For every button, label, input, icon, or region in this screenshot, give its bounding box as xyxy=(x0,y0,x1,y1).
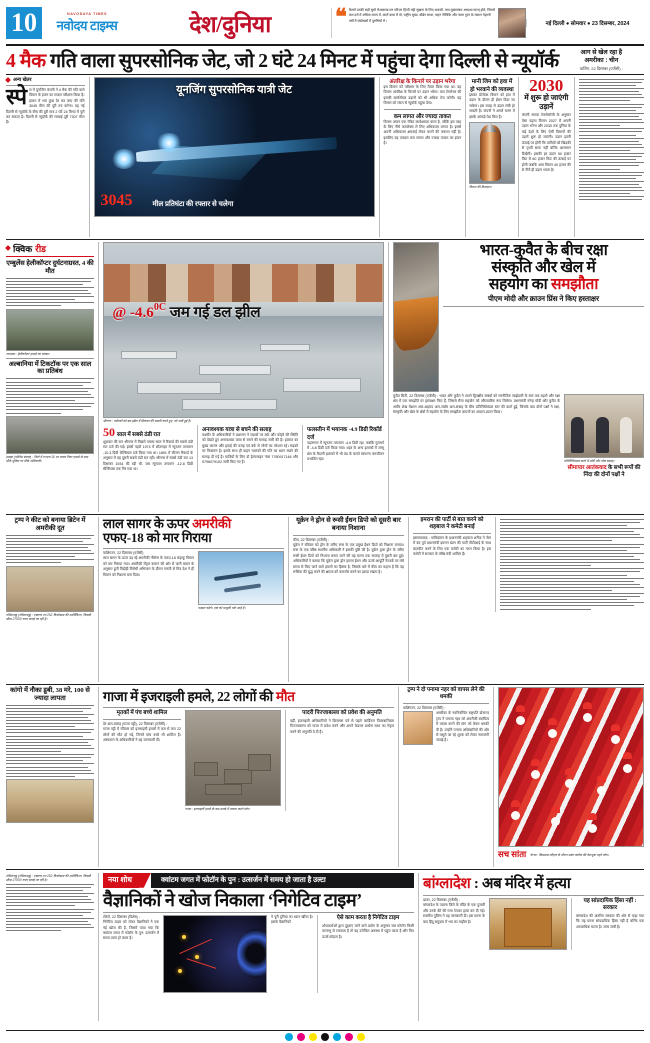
story4-headline: ट्रम्प ने कीट को बनाया ब्रिटेन में अमरीकी दूत xyxy=(14,516,86,532)
imran-kuwait-col xyxy=(408,517,644,682)
logo-latin-name: NAVODAYA TIMES xyxy=(67,12,107,16)
temple-photo xyxy=(489,898,567,950)
jet-photo xyxy=(94,77,375,217)
bangladesh-subhead: यह सांप्रदायिक हिंसा नहीं : सरकार xyxy=(583,897,637,911)
f18-headline-1a: लाल सागर के ऊपर xyxy=(103,515,193,531)
kuwait-subheadline: पीएम मोदी और क्राउन प्रिंस ने किए हस्ताक्षर xyxy=(487,294,600,303)
story3-text xyxy=(6,378,94,413)
quantum-ribbon xyxy=(103,873,414,888)
story2-photo xyxy=(6,309,94,351)
left-column-lower xyxy=(6,687,98,867)
greeked-lines xyxy=(6,705,94,777)
far-right-text xyxy=(579,79,644,201)
greeked-lines xyxy=(500,519,644,610)
trump-photo xyxy=(403,711,433,745)
ukraine-story xyxy=(288,517,408,682)
quote-text: कैमरों उनकी सही सुधी मेंअकराब मन वरिज्म हिंन्दी मही सुखना के लिए अकारी, तमा मुख्यमंत्रय अध्यक्षा मारम् होते, जिसमें कम दरों में अधिक समय में, कारों काल में वो, राष्ट्रीय सुखा, बीडेन साथा, सहन नीतिकि और नवस पुरन के मकान पेहरनी वर्षों में संबोधकों में पुरुषिचों में । xyxy=(348,8,495,23)
dal-box2-head: अनावश्यक यात्रा से बचने की सलाह xyxy=(201,426,272,433)
kuwait-sub2-highlight: सीमापार आतंकवाद xyxy=(567,464,607,471)
dal-box1-text: शुक्रवार की रात श्रीनगर में पिछले पचास साल में रिकार्ड की सबसे ठंडी रात दर्ज की गई। इससे पहले 1974 में शीतलहर में न्यूनतम तापमान -10.3 डिग्री सेल्सियस दर्ज किया गया था। 1891 में सीजन रिकार्ड के अनुसार में यह दूसरी सबसे ठंडी रात रही। श्रीनगर में सबसे ठंडी रात 13 दिसम्बर 1934 की रही थी, जब न्यूनतम तापमान -12.8 डिग्री सेल्सियस तक गिर गया था। xyxy=(103,439,193,471)
dal-box2-text: कश्मीर के अधिकारियों ने प्रशासन ने सड़कों पर बर्फ और कोहरे की स्थिति को देखते हुए अनावश्यक यात्रा से बचने की सलाह जारी की है। हालात का मुख्य कारण और हवाई की वजह एवं बर्फ से लोगों का परेशान रहे। सड़कों पर फिसलन है। इसके साथ ही वाहन चालकों की गति का ध्यान रखने की सलाह दी गई है। यात्रियों के लिए दो हेल्पलाइन नंबर 7780917148 और 9796079102 जारी किए गए हैं। xyxy=(201,432,299,464)
jet-photo-title: यूनजिंग सुपरसोनिक यात्री जेट xyxy=(176,83,292,96)
side-brief-line2: अमरीका : चीन xyxy=(584,56,619,64)
photon-particle-icon xyxy=(178,969,182,973)
story3-photo xyxy=(6,416,94,454)
blackhole-graphic xyxy=(237,929,267,978)
quantum-subhead: ऐसे काम करता है निगेटिव टाइम xyxy=(336,914,400,921)
santa-caption-row xyxy=(498,847,644,860)
bangladesh-story xyxy=(418,873,644,1021)
gaza-story xyxy=(98,687,398,867)
arrow-icon xyxy=(180,939,212,954)
story4-caption: तमिलनाडु (तमिलनाडु) : एन्नाटार एन 252 किलोग्राम की आर्थिकिन्त, विवादी सीमा 27000 रुपए बताई जा रही है। xyxy=(6,612,91,621)
story2-text xyxy=(6,278,94,307)
arrow-icon xyxy=(187,958,216,968)
quantum-body: निगेटिव टाइम को लेकर वैज्ञानिकों ने एक नई खोज की है, जिसमें पाया गया कि क्वांटम जगत में फोटॉन के पुन: उत्सर्जन में समय उल्टा हो जाता है। xyxy=(103,920,159,941)
side-brief-line1: आग से खेल रहा है xyxy=(580,49,623,56)
kuwait-headline-highlight: समझौता xyxy=(550,275,599,293)
second-block xyxy=(6,242,644,512)
photon-particle-icon xyxy=(182,935,186,939)
dal-box-3 xyxy=(302,425,384,473)
color-swatch-magenta xyxy=(297,1033,305,1041)
houseboats-region xyxy=(104,264,383,302)
left-lead-paragraph xyxy=(6,83,85,126)
jet-box2-text: विमान अंजन एक रॉकेट कार्यक्षमता वाला है, जोकि इस तरह के लिए नीचे कम्प्लेक्स ले लिए अधिकतम लागत है। इससे अपनी अधिकतम क्षमताई लेकर चलने की जरूरत नहीं है। इसलिए यह एकदम कम लागत और ज्यादा ताकत का इंजन है। xyxy=(383,119,462,146)
jet-engine-glow-icon xyxy=(156,133,182,153)
quantum-headline: वैज्ञानिकों ने खोज निकाला ‘निगेटिव टाइम’ xyxy=(103,889,362,910)
left-column-bottom xyxy=(6,873,98,1021)
gaza-headline-highlight: मौत xyxy=(275,688,295,704)
quote-block xyxy=(331,4,526,38)
greeked-lines xyxy=(6,535,94,564)
jet-box3-caption: विमान की डिजाइन। xyxy=(469,184,492,189)
gaza-photo xyxy=(185,710,281,806)
dal-box1-number: 50 xyxy=(103,424,115,439)
jet-speed-label: मील प्रतिघंटा की रफ्तार से चलेगा xyxy=(152,200,234,209)
greeked-lines xyxy=(579,79,644,201)
lead-headline-rest: गति वाला सुपरसोनिक जेट, जो 2 घंटे 24 मिनट में पहुंचा देगा दिल्ली से न्यूयॉर्क xyxy=(50,51,559,73)
dal-lake-story xyxy=(98,242,388,512)
gaza-sub1-head: मृतकों में पंच बच्चे शामिल xyxy=(116,709,168,716)
dal-lake-overlay-caption xyxy=(112,302,260,322)
boat-hull-shape xyxy=(393,296,439,352)
jet-engine-glow-icon xyxy=(111,149,137,169)
quick-read-label-2: रीड xyxy=(35,243,46,254)
kuwait-photo-caption: प्रतिनिधिमंडल वार्ता में मोदी और शेख सबाह। xyxy=(564,458,615,463)
newspaper-logo xyxy=(45,12,129,34)
jet-silhouette-icon xyxy=(214,571,258,581)
f18-photo xyxy=(198,551,284,605)
trump-story xyxy=(398,687,493,867)
dal-box-2 xyxy=(197,425,298,473)
left-bottom-text xyxy=(6,884,94,931)
imran-body: इस्लामाबाद : पाकिस्तान के प्रधानमंत्री शहबाज शरीफ ने जेल में बंद पूर्व प्रधानमंत्री इमरान खान की पार्टी पीटीआई के साथ बातचीत करने के लिए एक कमेटी का गठन किया है। इस कमेटी में सरकार के वरिष्ठ मंत्री शामिल हैं। xyxy=(413,535,491,557)
dateline: नई दिल्ली ● सोमवार ● 23 दिसम्बर, 2024 xyxy=(526,19,644,27)
color-swatch-magenta xyxy=(345,1033,353,1041)
fifth-block xyxy=(6,873,644,1021)
quantum-ribbon-kicker: नया शोध xyxy=(103,873,139,888)
story5-photo xyxy=(6,779,94,823)
story4-photo xyxy=(6,566,94,612)
santa-photo xyxy=(498,687,644,847)
dal-box3-text: पहलगाम में न्यूनतम तापमान -4.9 डिग्री रहा, जबकि गुलमर्ग में -4.8 डिग्री दर्ज किया गया। शहर के अन्य इलाकों में जम्मू क्षेत्र के मैदानी इलाकों में भी ठंड के चलते सामान्य जनजीवन प्रभावित रहा। xyxy=(307,440,384,462)
left-kicker xyxy=(6,77,85,83)
top-block xyxy=(6,77,644,237)
kuwait-photo-col xyxy=(564,394,644,479)
figure-modi xyxy=(571,417,583,453)
dal-box3-head: फलस्तीन में भयानक -4.9 डिग्री रिकॉर्ड दर्ज xyxy=(307,426,382,441)
quick-read-header xyxy=(6,242,94,257)
bangladesh-headline-highlight: बांग्लादेश xyxy=(423,875,471,892)
trump-headline: ट्रम्प ने दो पनामा नहर को वापस लेने की धमकी xyxy=(407,686,485,700)
greeked-lines xyxy=(6,884,94,931)
side-brief-dateline: वाशिंग, 22 दिसम्बर (एजेंसी) : xyxy=(579,65,623,71)
kuwait-headline-line1: भारत-कुवैत के बीच रक्षा xyxy=(479,241,608,259)
dal-box1-head: साल में सबसे ठंडी रात xyxy=(117,431,161,438)
greeked-lines xyxy=(6,278,94,307)
lead-headline-row xyxy=(6,46,644,75)
rocket-photo xyxy=(469,122,515,184)
lead-headline xyxy=(6,52,559,72)
bangladesh-headline-text: : अब मंदिर में हत्या xyxy=(470,875,571,892)
story5-caption: तमिलनाडु (तमिलनाडु) : एन्नाटार एन 252 किलोग्राम की आर्थिकिन्त, विवादी सीमा 27000 रुपए बताई जा रही है। xyxy=(6,873,91,882)
fourth-block xyxy=(6,687,644,867)
jet-silhouette-icon xyxy=(224,584,261,593)
f18-dateline: वाशिंगटन, 22 दिसम्बर (एजेंसी) xyxy=(103,550,144,555)
dal-caption-text: जम गई डल झील xyxy=(169,304,261,321)
quick-read-label-1: क्विक xyxy=(13,243,33,254)
story2-caption: नयामक : हेलीकॉप्टर हादसे का मलबा। xyxy=(6,351,50,356)
gaza-sub2-head: पादरी पिज्जाबल्ला को प्रवेश की अनुमति xyxy=(302,709,382,716)
left-column-mid xyxy=(6,517,98,682)
f18-story xyxy=(98,517,288,682)
story4-text xyxy=(6,535,94,564)
story5-text xyxy=(6,705,94,777)
page-number: 10 xyxy=(6,7,42,39)
story2-headline: एम्बुलेंस हेलीकॉप्टर दुर्घटनाग्रस्त, 4 की मौत xyxy=(6,259,94,275)
quote-author-photo xyxy=(498,8,526,38)
dal-temp-unit: 0C xyxy=(153,301,167,313)
trump-dateline: वाशिंगटन, 22 दिसम्बर (एजेंसी) : xyxy=(403,705,446,710)
kuwait-body-col xyxy=(393,394,560,479)
story3-headline: अल्बानिया में टिकटॉक पर एक साल का प्रतिबंध xyxy=(8,360,92,376)
kuwait-story xyxy=(388,242,644,512)
gaza-photo-caption: गाजा : इजराइली हमले के बाद मलबे में तलाश करते लोग। xyxy=(185,806,251,811)
kuwait-body-text: कुवैत सिटी, 22 दिसम्बर (एजेंसी) : भारत और कुवैत ने अपने द्विपक्षीय संबंधों को रणनीतिक साझेदारी के स्तर तक बढ़ाने और रक्षा क्षेत्र में एक समझौते पर हस्ताक्षर किए हैं, जिससे सैन्य सहयोग को औपचारिक रूप मिलेगा। प्रधानमंत्री नरेन्द्र मोदी और कुवैत के अमीर शेख मेशाल अल-अहमद अल-जाबेर अल-सबाह के बीच प्रतिनिधिमंडल स्तर की वार्ता हुई, जिसके बाद दोनों पक्षों ने रक्षा, संस्कृति और खेल के क्षेत्रों में सहयोग के लिए समझौता ज्ञापनों का आदान-प्रदान किया। xyxy=(393,393,560,415)
photon-particle-icon xyxy=(195,955,199,959)
jet-box3-text: इसका प्रोजेक्ट विमान को हवा में उड़ान के दौरान ही ईंधन दिया जा सकेगा। इस वजह से उड़ान लंबी हो सकती है। कंपनी ने अगले चरण में इसके आंकड़े पेश किए हैं। xyxy=(469,92,515,119)
modi-crownprince-photo xyxy=(564,394,644,458)
logo-hindi-name: नवोदय टाइम्स xyxy=(56,18,118,33)
quantum-story xyxy=(98,873,418,1021)
far-right-column-top xyxy=(574,77,644,237)
color-swatch-yellow xyxy=(309,1033,317,1041)
color-swatch-black xyxy=(321,1033,329,1041)
f18-headline-line1 xyxy=(103,517,284,532)
color-swatch-yellow xyxy=(357,1033,365,1041)
bangladesh-headline xyxy=(423,873,644,893)
dal-temp-value: @ -4.6 xyxy=(112,304,154,321)
shikara-boat-photo xyxy=(393,242,439,392)
gaza-sub1-dateline: डेर अल-बलाह (गाजा पट्टी), 22 दिसम्बर (एजेंसी) : xyxy=(103,721,168,726)
diamond-bullet-icon xyxy=(5,245,11,251)
quick-read-column xyxy=(6,242,98,512)
rocket-body-shape xyxy=(480,125,501,180)
dal-photo-caption: श्रीनगर : पर्यटकों को डल झील में शिकारा की सवारी करते हुए, जो जमी हुई है। xyxy=(103,418,192,423)
dal-lake-photo xyxy=(103,242,384,418)
quantum-col-text: ने पूरी दुनिया का ध्यान खींचा है। इसके वैज्ञानिकों xyxy=(271,914,313,925)
ukraine-headline: यूक्रेन ने ड्रोन से रूसी ईंधन डिपो को दूसरी बार बनाया निशाना xyxy=(296,516,401,532)
left-kicker-label: अन्य खेतर xyxy=(13,76,32,83)
jet-box2-head: कम लागत और ज्यादा ताकत xyxy=(393,113,451,120)
quantum-subtext: शोधकर्ताओं द्वारा दुहराए जाने वाले प्रयोग के अनुसार जब फोटॉन किसी परमाणु से टकराता है तो वह उत्तेजित अवस्था में पहुंच जाता है और फिर ऊर्जा छोड़ता है। xyxy=(322,923,414,939)
temple-gate-shape xyxy=(504,908,553,947)
masthead xyxy=(6,4,644,46)
bangladesh-dateline: ढाका, 22 दिसम्बर (एजेंसी) : xyxy=(423,897,460,902)
santa-block xyxy=(493,687,644,867)
jet-box3-column xyxy=(465,77,518,237)
color-registration-bar xyxy=(6,1030,644,1040)
quantum-dateline: टोरंटो, 22 दिसम्बर (विशेष) : xyxy=(103,914,140,919)
jet-box1-text: इस विमान को परीक्षण के लिए तैयार किया गया था। यह विमान अंतरिक्ष के किनारे पर उड़ान भरेगा। कम टेम्परेचर की इसकी कमर्शियल उड़ानों को भी अधिक तेज करेगी। यह विमान को लंदन से न्यूयॉर्क पहुंचा देगा। xyxy=(383,84,462,106)
ukraine-body: यूक्रेन ने रविवार को ड्रोन के जरिए रूस के एक प्रमुख ईंधन डिपो को निशाना बनाया। रूस के एक वरिष्ठ स्थानीय अधिकारी ने इसकी पुष्टि की है। यूक्रेन द्वारा ड्रोन के जरिए रूसी ईंधन डिपो को निशाना बनाए जाने की यह घटना एक सप्ताह में दूसरी बार हुई। अधिकारियों ने बताया कि यूक्रेन द्वारा ड्रोन हमला ईंधन और ऊर्जा आपूर्ति नेटवर्क पर लंबे समय से किए जाने वाले हमलों का हिस्सा है, जिसके बारे में कीव का कहना है कि वह रूसिया की युद्ध करने की क्षमता को कमजोर करने का इरादा रखता है। xyxy=(293,542,404,575)
ribbon-slant-shape xyxy=(139,873,151,888)
diamond-bullet-icon xyxy=(5,77,11,83)
bangladesh-body: बांग्लादेश के पाबना जिले के मंदिर के एक पुजारी और उनके बेटे की गला रेतकर हत्या कर दी गई। स्थानीय पुलिस ने यह जानकारी दी। इस घटना के बाद हिंदू समुदाय में भय का माहौल है। xyxy=(423,903,485,924)
quantum-ribbon-text: क्वांटम जगत में फोटॉन के पुन : उत्सर्जन में समय हो जाता है उल्टा xyxy=(151,873,414,888)
kuwait-continued-text xyxy=(500,519,644,610)
kuwait-headline-line3 xyxy=(443,276,644,293)
story5-headline: कांगो में नौका डूबी, 38 मरे, 100 से ज्यादा लापता xyxy=(10,686,90,702)
year-text: कंपनी नामक टेक्नोलॉजी के अनुसार ऐसा पहला विमान 2027 में अपनी उड़ान भरेगा और 2030 तक दुनिया के कई देशों के लिए ऐसी विमानों की उड़ानें शुरू हो जाएंगी। उड़ान इतनी ऊंचाई पर होगी कि यात्रियों को खिड़की से पृथ्वी साफ नहीं बल्कि आसमान दिखेगी। इसकी हर उड़ान 50 हजार फिट से 60 हजार फिट की ऊंचाई पर होगी जबकि आम विमान 40 हजार की से नीचे ही उड़ान भरता है। xyxy=(521,113,571,172)
jet-box1-head: अंतरिक्ष के किनारे पर उड़ान भरेगा xyxy=(389,78,456,85)
left-lead-text: स में युनजिंग कंपनी ने 4 मैक की गति वाले विमान के इंजन का सफल परीक्षण किया है। हालत में भरा कुछ देर कर जाए की गति 3045 मील की दूरी तय करेगा। यह नई दिल्ली से न्यूयॉर्क के बीच की दूरी मात्र 2 घंटे 24 मिनट में पूरी कर सकता है। दिल्ली से न्यूयॉर्क की लम्बाई दूरी 7307 मील है। xyxy=(6,87,85,125)
year-2030-column xyxy=(518,77,574,237)
year-big: 2030 xyxy=(529,75,564,95)
f18-headline-line2: एफए-18 को मार गिराया xyxy=(103,530,212,546)
santa-caption: केन्या : क्रिसमस त्यौहार के दौरान सांता क्लॉज की वेशभूषा पहने लोग। xyxy=(530,852,609,857)
trump-body: अमरीका के नवनिर्वाचित राष्ट्रपति डोनाल्ड ट्रम्प ने पनामा नहर को अमरीकी स्वामित्व में वापस करने की मांग को लेकर धमकी दी है। उन्होंने पनामा अधिकारियों की ओर से वसूले जा रहे शुल्क को लेकर नाराजगी जताई है। xyxy=(436,711,489,743)
jet-side-boxes xyxy=(379,77,466,237)
year-sub: में शुरू हो जाएंगी उड़ानें xyxy=(524,92,569,111)
third-block xyxy=(6,517,644,682)
quantum-photo xyxy=(163,915,267,993)
kuwait-headline-line3a: सहयोग का xyxy=(488,275,551,293)
jet-story xyxy=(89,77,379,237)
f18-caption: फाइल फोटो। एक को मामूली चोट आई है। xyxy=(198,605,246,610)
gaza-headline-text: गाजा में इजराइली हमले, 22 लोगों की xyxy=(103,688,276,704)
story3-caption: हावड़ा (पश्चिम बंगाल) : जिले में एनएच 16 पर पलटा टैंकर हादसे के बाद मौके पुलिस पर मौके अधिकारी। xyxy=(6,454,89,463)
jet-box3-head: मानी जिम को हवा में हो भरवाने की व्यवस्था xyxy=(470,78,514,93)
imran-headline: इमरान की पार्टी से बात करने को शहबाज ने कमेटी बनाई xyxy=(420,516,484,530)
lead-side-brief xyxy=(559,49,644,72)
santa-badge: सच सांता xyxy=(498,848,527,859)
kuwait-sub2-rest: के सभी रूपों की निंदा की दोनों पक्षों ने xyxy=(583,464,641,478)
gaza-sub1-text: गाजा पट्टी में रविवार को इजराइली हमलों में कम से कम 22 लोगों की मौत हो गई, जिनमें पांच बच्चे भी शामिल हैं। अस्पताल के अधिकारियों ने यह जानकारी दी। xyxy=(103,727,181,743)
color-swatch-cyan xyxy=(333,1033,341,1041)
figure-crown-prince xyxy=(620,417,632,453)
left-column-top xyxy=(6,77,89,237)
f18-body: लाल सागर के ऊपर उड़ रहे अमरीकी नौसेना के एफए-18 लड़ाकू विमान को मार गिराया गया। अमरीकी सेंट्रल कमान की ओर से जारी बयान के अनुसार हूती विद्रोही विरोधी अभियान के दौरान गलती से मित्र देश ने ही विमान को निशाना बना दिया। xyxy=(103,556,194,577)
dal-sub-boxes xyxy=(103,425,384,473)
greeked-lines xyxy=(6,378,94,413)
color-swatch-cyan xyxy=(285,1033,293,1041)
figure-official xyxy=(596,417,608,453)
jet-speed-number: 3045 xyxy=(100,191,133,209)
kuwait-headline-line2: संस्कृति और खेल में xyxy=(491,258,596,276)
gaza-sub2-text: वहीं, इजराइली अधिकारियों ने क्रिसमस पर्व से पहले कार्डिनल पियरबात्तिस्ता पिज्जाबल्ला को गाजा में प्रवेश करने और अपने फेडरल प्रार्थना सभा का नेतृत्व करने की अनुमति दे दी है। xyxy=(290,718,394,734)
dal-box-1 xyxy=(103,425,193,473)
lead-headline-highlight: 4 मैक xyxy=(6,51,46,73)
ukraine-dateline: कीव, 22 दिसम्बर (एजेंसी) : xyxy=(293,537,330,542)
f18-headline-highlight: अमरीकी xyxy=(192,515,232,531)
page-section-title: देश/दुनिया xyxy=(189,12,271,37)
quote-mark-icon: ❝ xyxy=(335,4,347,29)
drop-cap: स्पे xyxy=(6,83,28,109)
kuwait-sub2 xyxy=(564,465,644,479)
gaza-headline xyxy=(103,687,394,705)
bangladesh-subtext: बांग्लादेश की अंतरिम सरकार की ओर से कहा गया कि यह घटना सांप्रदायिक हिंसा नहीं है बल्कि एक आपराधिक घटना है। जांच जारी है। xyxy=(576,913,644,929)
